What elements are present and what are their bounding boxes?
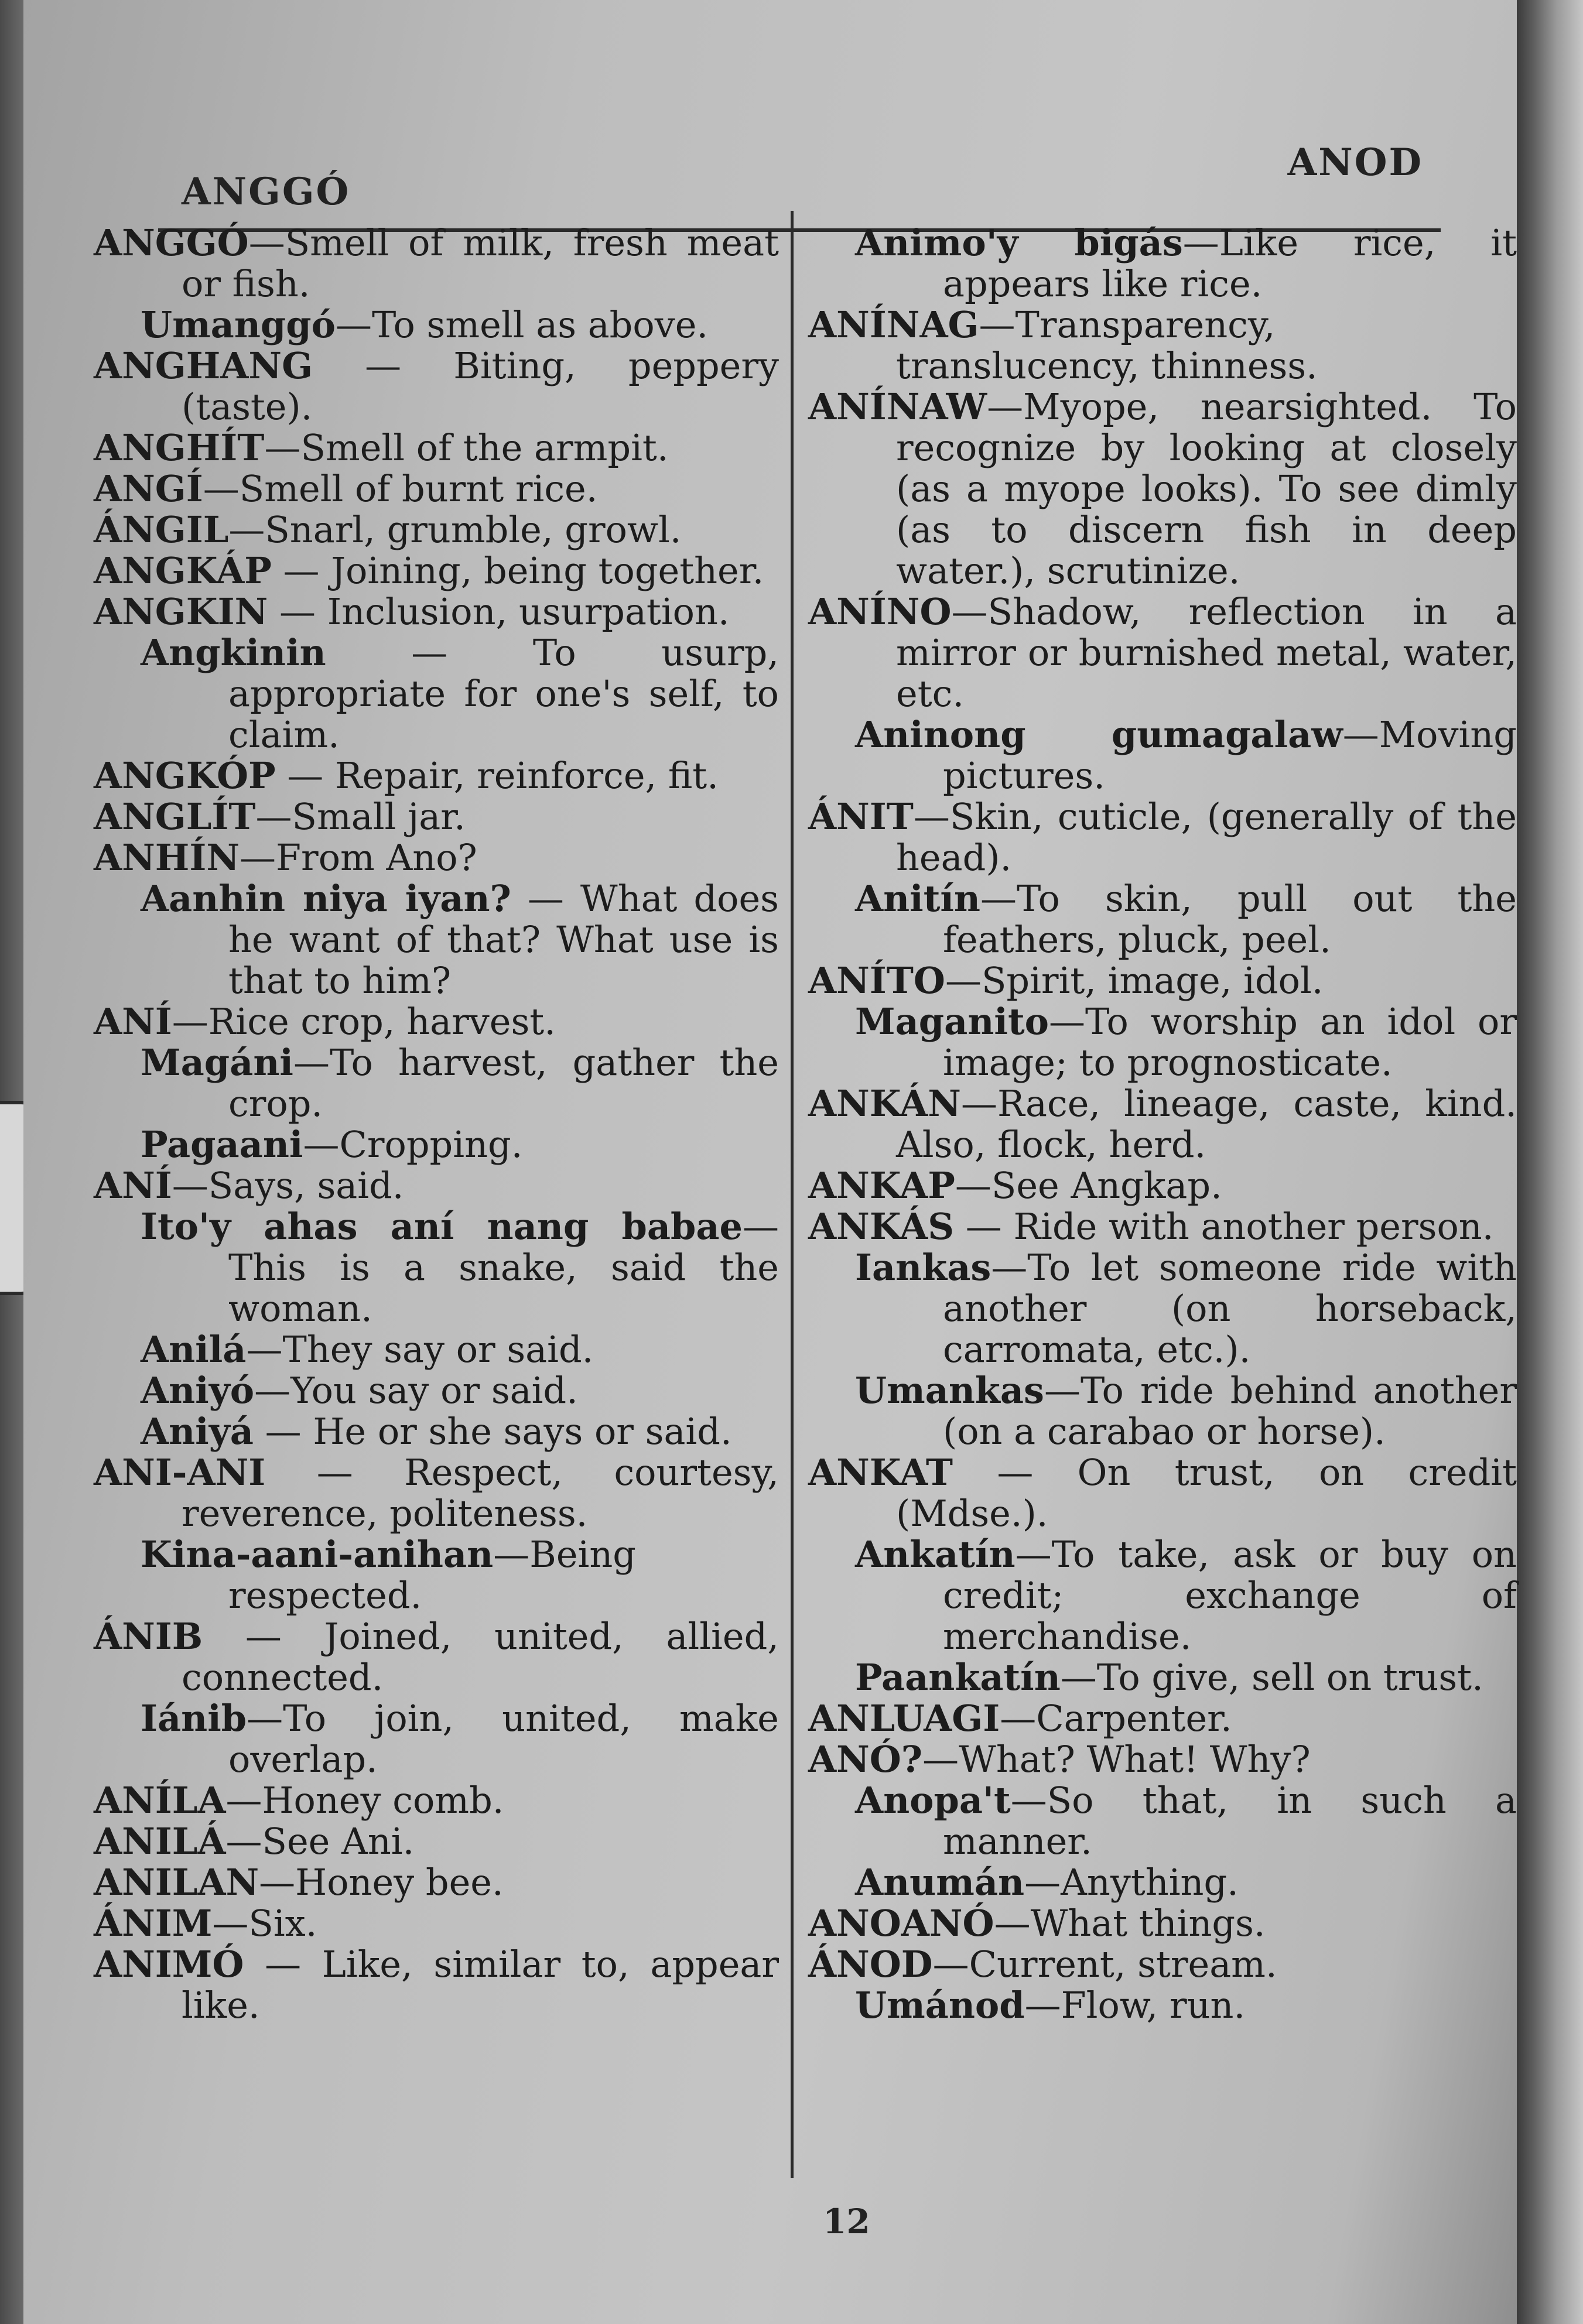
headword: Iánib xyxy=(141,1697,247,1740)
headword: ANÍNAW xyxy=(808,385,987,428)
headword: ANOANÓ xyxy=(808,1902,994,1945)
column-divider xyxy=(791,211,794,2178)
dictionary-entry xyxy=(94,1862,779,1903)
definition: —To take, ask or buy on credit; exchange of merchandise. xyxy=(943,1533,1517,1658)
definition: —Myope, nearsighted. To recognize by looking at closely (as a myope looks). To see dimly (as to discern fish in deep water.), scrutinize. xyxy=(896,385,1517,592)
headword: Aniyá xyxy=(141,1410,254,1453)
dictionary-entry xyxy=(94,1001,779,1042)
sub-entry xyxy=(855,1985,1517,2026)
sub-entry xyxy=(855,1780,1517,1862)
sub-entry xyxy=(855,1247,1517,1370)
sub-entry xyxy=(855,714,1517,796)
sub-entry xyxy=(855,223,1517,304)
definition: —Shadow, reflection in a mirror or burnished metal, water, etc. xyxy=(896,590,1517,715)
headword: ANIMÓ xyxy=(94,1943,244,1986)
definition: —To give, sell on trust. xyxy=(1060,1656,1483,1699)
headword: Ankatín xyxy=(855,1533,1016,1576)
headword: Anopa't xyxy=(855,1779,1011,1822)
headword: Umánod xyxy=(855,1984,1025,2027)
dictionary-entry xyxy=(808,1452,1517,1534)
headword: ANGGÓ xyxy=(94,221,249,264)
definition: —Being respected. xyxy=(228,1533,636,1617)
sub-entry xyxy=(141,304,779,345)
sub-entry xyxy=(855,1657,1517,1698)
dictionary-entry xyxy=(808,386,1517,591)
definition: —You say or said. xyxy=(254,1369,578,1412)
sub-entry xyxy=(141,1124,779,1165)
definition: —Flow, run. xyxy=(1024,1984,1246,2027)
headword: ANÍNO xyxy=(808,590,952,633)
definition: —Honey comb. xyxy=(225,1779,504,1822)
definition: —What things. xyxy=(994,1902,1266,1945)
definition: —To let someone ride with another (on horseback, carromata, etc.). xyxy=(943,1246,1517,1371)
headword: ANKAT xyxy=(808,1451,953,1494)
headword: ÁNGIL xyxy=(94,508,229,551)
definition: —To join, united, make overlap. xyxy=(228,1697,779,1781)
definition: —Honey bee. xyxy=(259,1861,504,1904)
definition: —Six. xyxy=(212,1902,317,1945)
definition: — Ride with another person. xyxy=(954,1205,1494,1248)
headword: Iankas xyxy=(855,1246,991,1289)
headword: ANGKÁP xyxy=(94,549,272,592)
sub-entry xyxy=(141,1042,779,1124)
dictionary-entry xyxy=(94,796,779,837)
definition: —Cropping. xyxy=(303,1123,523,1166)
dictionary-entry xyxy=(808,1739,1517,1780)
dictionary-entry xyxy=(94,345,779,427)
definition: — Joining, being together. xyxy=(271,549,764,592)
headword: ANKÁN xyxy=(808,1082,961,1125)
definition: — Joined, united, allied, connected. xyxy=(182,1615,779,1699)
headword: ANGHÍT xyxy=(94,426,265,469)
sub-entry xyxy=(141,1206,779,1329)
definition: —Moving pictures. xyxy=(943,713,1517,797)
headword: ÁNIB xyxy=(94,1615,203,1658)
definition: —From Ano? xyxy=(240,836,477,879)
left-guide-word: ANGGÓ xyxy=(182,170,351,214)
definition: —Snarl, grumble, growl. xyxy=(228,508,682,551)
definition: —Skin, cuticle, (generally of the head). xyxy=(896,795,1517,879)
dictionary-entry xyxy=(94,1165,779,1206)
headword: Anilá xyxy=(141,1328,247,1371)
definition: —Spirit, image, idol. xyxy=(945,959,1324,1002)
dictionary-entry xyxy=(94,1821,779,1862)
headword: ANGLÍT xyxy=(94,795,256,838)
definition: —Anything. xyxy=(1024,1861,1239,1904)
headword: Anitín xyxy=(855,877,981,920)
headword: ANILÁ xyxy=(94,1820,226,1863)
page-header xyxy=(158,135,1441,232)
page-number: 12 xyxy=(823,2202,870,2241)
definition: —Smell of milk, fresh meat or fish. xyxy=(182,221,779,305)
headword: Pagaani xyxy=(141,1123,303,1166)
sub-entry xyxy=(855,1862,1517,1903)
dictionary-entry xyxy=(808,591,1517,714)
definition: — Like, similar to, appear like. xyxy=(182,1943,779,2027)
dictionary-entry xyxy=(94,1616,779,1698)
definition: —Like rice, it appears like rice. xyxy=(943,221,1517,305)
sub-entry xyxy=(855,878,1517,960)
definition: —Rice crop, harvest. xyxy=(172,1000,556,1043)
headword: ANÓ? xyxy=(808,1738,923,1781)
definition: —Current, stream. xyxy=(932,1943,1277,1986)
definition: —To ride behind another (on a carabao or horse). xyxy=(943,1369,1517,1453)
sub-entry xyxy=(855,1534,1517,1657)
dictionary-entry xyxy=(808,304,1517,386)
definition: —To harvest, gather the crop. xyxy=(228,1041,779,1125)
dictionary-entry xyxy=(94,427,779,468)
headword: Animo'y bigás xyxy=(855,221,1183,264)
headword: ANGHANG xyxy=(94,344,313,387)
definition: —Says, said. xyxy=(172,1164,404,1207)
dictionary-entry xyxy=(808,1698,1517,1739)
definition: — Respect, courtesy, reverence, politeness. xyxy=(182,1451,779,1535)
headword: ANGKIN xyxy=(94,590,268,633)
headword: ANKAP xyxy=(808,1164,955,1207)
sub-entry xyxy=(855,1001,1517,1083)
dictionary-entry xyxy=(94,223,779,304)
sub-entry xyxy=(141,1329,779,1370)
headword: ANI-ANI xyxy=(94,1451,266,1494)
definition: —To worship an idol or image; to prognosticate. xyxy=(943,1000,1517,1084)
definition: —See Angkap. xyxy=(955,1164,1222,1207)
sub-entry xyxy=(855,1370,1517,1452)
left-column xyxy=(94,223,779,2184)
definition: —What? What! Why? xyxy=(922,1738,1311,1781)
dictionary-entry xyxy=(94,1903,779,1944)
definition: — What does he want of that? What use is that to him? xyxy=(228,877,779,1002)
definition: — On trust, on credit (Mdse.). xyxy=(896,1451,1517,1535)
dictionary-entry xyxy=(94,837,779,878)
dictionary-entry xyxy=(94,755,779,796)
definition: —Small jar. xyxy=(255,795,466,838)
headword: ANGÍ xyxy=(94,467,203,510)
dictionary-entry xyxy=(808,1944,1517,1985)
headword: Umanggó xyxy=(141,303,336,346)
headword: ÁNOD xyxy=(808,1943,933,1986)
definition: — This is a snake, said the woman. xyxy=(228,1205,779,1330)
headword: ANGKÓP xyxy=(94,754,276,797)
definition: —Smell of the armpit. xyxy=(264,426,669,469)
definition: — Repair, reinforce, fit. xyxy=(275,754,719,797)
sub-entry xyxy=(141,1411,779,1452)
headword: ÁNIM xyxy=(94,1902,213,1945)
definition: —Transparency, translucency, thinness. xyxy=(896,303,1318,387)
headword: Anumán xyxy=(855,1861,1025,1904)
definition: — Inclusion, usurpation. xyxy=(268,590,730,633)
dictionary-entry xyxy=(808,1083,1517,1165)
headword: ANLUAGI xyxy=(808,1697,1000,1740)
definition: — To usurp, appropriate for one's self, to claim. xyxy=(228,631,779,756)
headword: ANKÁS xyxy=(808,1205,955,1248)
definition: — Biting, peppery (taste). xyxy=(182,344,779,428)
definition: —So that, in such a manner. xyxy=(943,1779,1517,1863)
headword: ANÍLA xyxy=(94,1779,226,1822)
right-column xyxy=(808,223,1517,2184)
headword: Aninong gumagalaw xyxy=(855,713,1343,756)
definition: —Carpenter. xyxy=(1000,1697,1232,1740)
dictionary-entry xyxy=(94,591,779,632)
dictionary-entry xyxy=(94,1944,779,2026)
headword: Angkinin xyxy=(141,631,326,674)
headword: ANÍTO xyxy=(808,959,945,1002)
headword: Maganito xyxy=(855,1000,1049,1043)
headword: ÁNIT xyxy=(808,795,914,838)
sub-entry xyxy=(141,878,779,1001)
headword: Ito'y ahas aní nang babae xyxy=(141,1205,743,1248)
headword: Magáni xyxy=(141,1041,293,1084)
headword: ANILAN xyxy=(94,1861,259,1904)
sub-entry xyxy=(141,632,779,755)
headword: Aanhin niya iyan? xyxy=(141,877,511,920)
definition: — He or she says or said. xyxy=(253,1410,732,1453)
book-spine xyxy=(1517,0,1583,2324)
definition: —See Ani. xyxy=(225,1820,415,1863)
dictionary-entry xyxy=(94,550,779,591)
headword: Umankas xyxy=(855,1369,1044,1412)
definition: —They say or said. xyxy=(246,1328,594,1371)
definition: —To smell as above. xyxy=(335,303,709,346)
headword: Aniyó xyxy=(141,1369,255,1412)
headword: ANÍ xyxy=(94,1000,172,1043)
sub-entry xyxy=(141,1534,779,1616)
right-guide-word: ANOD xyxy=(1287,141,1423,184)
dictionary-entry xyxy=(94,509,779,550)
dictionary-entry xyxy=(94,1780,779,1821)
headword: Paankatín xyxy=(855,1656,1061,1699)
sub-entry xyxy=(141,1370,779,1411)
definition: —Race, lineage, caste, kind. Also, flock, herd. xyxy=(896,1082,1517,1166)
definition: —To skin, pull out the feathers, pluck, peel. xyxy=(943,877,1517,961)
headword: Kina-aani-anihan xyxy=(141,1533,494,1576)
sub-entry xyxy=(141,1698,779,1780)
headword: ANÍ xyxy=(94,1164,172,1207)
headword: ANHÍN xyxy=(94,836,240,879)
dictionary-entry xyxy=(94,1452,779,1534)
dictionary-entry xyxy=(808,960,1517,1001)
dictionary-entry xyxy=(808,796,1517,878)
headword: ANÍNAG xyxy=(808,303,979,346)
dictionary-entry xyxy=(808,1165,1517,1206)
dictionary-entry xyxy=(94,468,779,509)
definition: —Smell of burnt rice. xyxy=(203,467,598,510)
dictionary-entry xyxy=(808,1206,1517,1247)
dictionary-entry xyxy=(808,1903,1517,1944)
